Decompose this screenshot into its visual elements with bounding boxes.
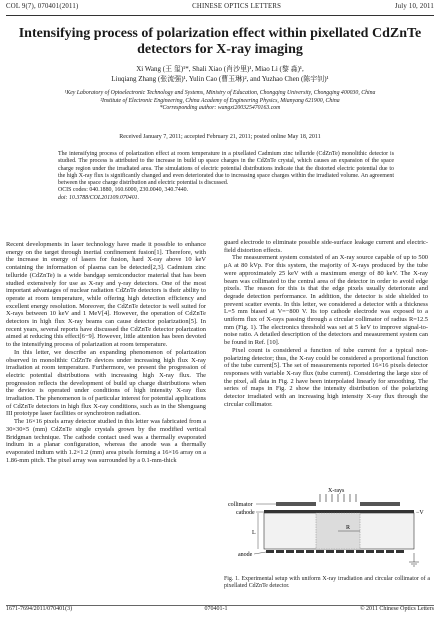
xrays-label: X-rays [328, 488, 345, 494]
cathode-plate [264, 510, 414, 513]
copyright: © 2011 Chinese Optics Letters [359, 606, 434, 612]
running-head [6, 3, 434, 15]
journal-volume: COL 9(7), 070401(2011) [6, 3, 79, 10]
doi: doi: 10.3788/COL201109.070401. [58, 194, 140, 201]
header-rule [6, 15, 434, 16]
body-paragraph: In this letter, we describe an expanding phenomenon of polarization observed in monolithic CdZnTe devices under increasing high flux X-ray irradiation at room temperature. Furthermore, we present the progression of electric potential distributions with increasing high X-ray flux. The progression reflects the development of build up charge distributions when the device is operated under conditions of high intensity X-ray flux irradiation. The phenomenon is of particular interest for potential applications of CdZnTe detectors in high flux X-ray conditions, such as in the Shenguang III prototype laser facilities or synchrotron radiation. [6, 348, 206, 418]
author-line-1: Xi Wang (王 玺)¹*, Shali Xiao (肖沙里)¹, Miao Li (黎 淼)¹, [136, 65, 304, 73]
radius-label: R [346, 525, 351, 531]
page-footer [6, 606, 434, 617]
bias-label: −V [416, 510, 424, 516]
journal-name: CHINESE OPTICS LETTERS [192, 3, 282, 10]
ocis-codes: OCIS codes: 040.1880, 160.6000, 230.0040, 340.7440. [58, 187, 189, 194]
abstract [58, 151, 394, 202]
body-paragraph: The measurement system consisted of an X-ray source capable of up to 500 μA at 80 kVp. For this system, the majority of X-rays produced by the tube were approximately 25 keV with a maximum energy of 80 keV. The X-ray beam was collimated to the central area of the detector in order to avoid edge pixels. The reason for this is that the edge pixels usually deteriorate and degrade detection performance. In addition, the detector is side shielded to prevent scatter events. In this letter, we considered a detector with a thickness L=5 mm biased at V=−800 V. Its top cathode electrode was exposed to a uniform flux of X-rays passing through a circular collimator of radius R=12.5 mm (Fig. 1). The electronics threshold was set at 5 keV to improve signal-to-noise ratio. A detailed description of the detectors and measurement system can be found in Ref. [10]. [224, 254, 428, 347]
received-dates: Received January 7, 2011; accepted February 21, 2011; posted online May 18, 2011 [119, 134, 321, 140]
ground-symbol [409, 553, 419, 566]
article-number: 070401-1 [204, 606, 228, 612]
xray-arrows [320, 494, 356, 502]
collimator-left [276, 502, 316, 506]
paper-title: Intensifying process of polarization effect within pixellated CdZnTe detectors for X-ray imaging [18, 26, 422, 57]
anode-leader [254, 552, 266, 554]
issue-date: July 10, 2011 [394, 3, 434, 10]
anode-pixels [266, 550, 404, 553]
thickness-label: L [252, 530, 256, 536]
body-paragraph: Pixel count is considered a function of tube current for a typical non-polarizing detector; thus, the X-ray could be considered a proportional function of the tube current[5]. The set of measurements reported 16×16 pixels detector responses with variable X-ray flux (tube current). Considering the large size of the pixel, all data in Fig. 2 have been interpolated linearly for smoothing. The series of maps in Fig. 2 show the intensity distribution of the polarizing detector irradiated with an increasing high intensity X-ray flux through the circular collimator. [224, 346, 428, 408]
collimator-right [360, 502, 400, 506]
figure-1-setup [224, 486, 430, 572]
anode-label: anode [238, 552, 253, 558]
body-paragraph: Recent developments in laser technology have made it possible to enhance energy on the target through inertial confinement fusion[1]. Therefore, with the increase in energy of lasers for fusion, hard X-ray above 10 keV containing the information of plasma can be detected[2,3]. Cadmium zinc telluride (CdZnTe) is a wide bandgap semiconductor material that has been studied extensively for use as X-ray and γ-ray detectors. One of the most important advantages of nuclear radiation CdZnTe detectors is their ability to operate at room temperature, while offering high detection efficiency and excellent energy resolution. Moreover, the CdZnTe detector is well suited for X-rays between 10 keV and 1 MeV[4]. However, the operation of CdZnTe detectors in high flux X-ray beams can cause detector polarization[5]. In recent years, several reports have discussed the CdZnTe detector polarization aimed at reducing this effect[6−9]. However, little attention has been devoted to the intensifying process of polarization at room temperature. [6, 241, 206, 349]
corresponding-author: *Corresponding author: wangxi200325470163.com [159, 105, 281, 111]
affiliation-2: ²Institute of Electronic Engineering, China Academy of Engineering Physics, Mianyang 621900, China [100, 97, 340, 104]
figure-caption: Fig. 1. Experimental setup with uniform X-ray irradiation and circular collimator of a pixellated CdZnTe detector. [224, 576, 430, 590]
setup-diagram [224, 486, 430, 572]
cathode-label: cathode [236, 510, 255, 516]
body-paragraph: The 16×16 pixels array detector studied in this letter was fabricated from a 30×30×5 (mm) CdZnTe single crystals grown by the modified vertical Bridgman technique. The cathode contact used was a thermally evaporated indium in a planar configuration, whereas the anode was a thermally evaporated indium with 1.2×1.2 (mm) area pixels forming a 16×16 array on a 1.86-mm pitch. The pixel array was surrounded by a 0.1-mm-thick [6, 418, 206, 464]
author-list [10, 64, 430, 84]
affiliations [20, 90, 420, 113]
collimator-label: collimator [228, 502, 253, 508]
author-line-2: Liuqiang Zhang (张流强)¹, Yulin Cao (曹玉琳)², and Yuzhao Chen (陈宇钊)¹ [111, 75, 329, 83]
abstract-text: The intensifying process of polarization effect at room temperature in a pixellated Cadmium zinc telluride (CdZnTe) monolithic detector is studied. The process is attributed to the increase in build up space charges in the CdZnTe crystal, which causes an expansion of the space charge region under the irradiated area. The simulations of electric potential distributions indicate that the distorted electric potential due to the high X-ray flux is significantly changed and even deteriorated due to increasing space charges within the irradiated volume. An agreement between the space charge distribution and electric potential is discussed. [58, 151, 394, 187]
body-paragraph: guard electrode to eliminate possible side-surface leakage current and electric-field distortion effects. [224, 239, 428, 254]
body-column-left [6, 241, 206, 464]
body-column-right [224, 239, 428, 408]
affiliation-1: ¹Key Laboratory of Optoelectronic Technology and Systems, Ministry of Education, Chongqing University, Chongqing 400030, China [64, 90, 376, 96]
issn-code: 1671-7694/2011/070401(3) [6, 606, 73, 612]
